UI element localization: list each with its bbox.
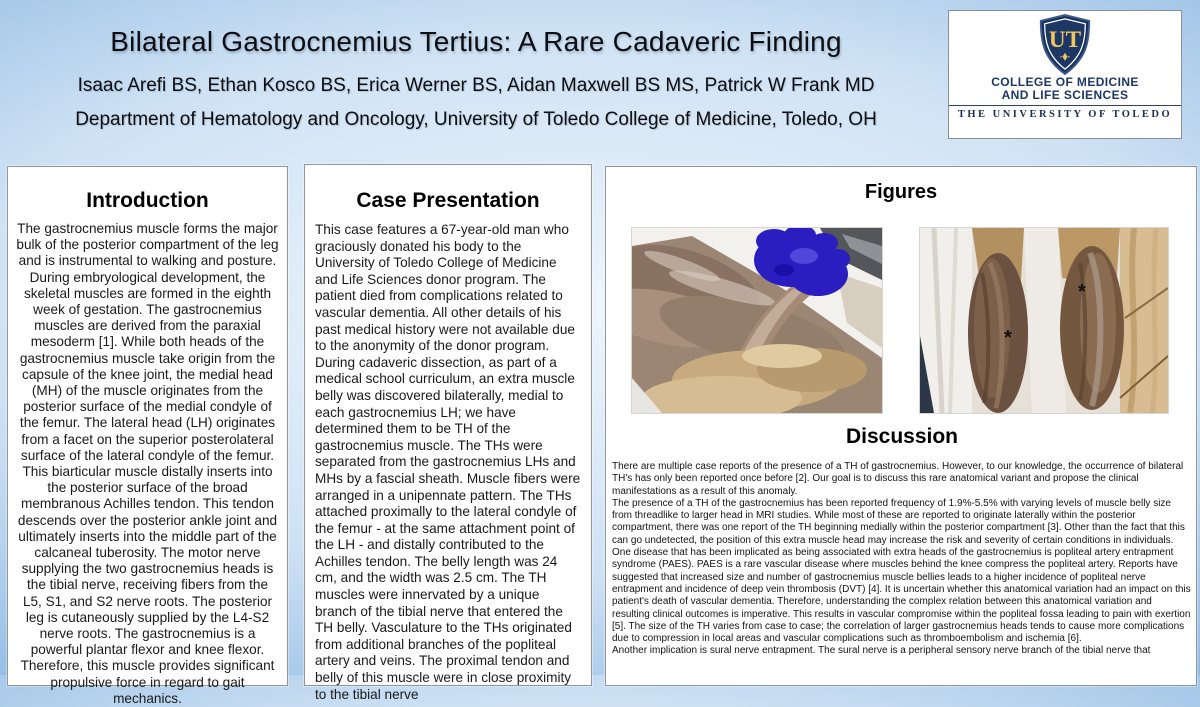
discussion-paragraph: The presence of a TH of the gastrocnemius has been reported frequency of 1.9%-5.5% with varying levels of muscle belly size from threadlike to larger head in MRI studies. While most of these are reported to originate laterally within the posterior compartment, there was one report of the TH beginning medially within the posterior compartment [3]. Other than the fact that this can go undetected, the position of this extra muscle head may increase the risk and severity of certain conditions in individuals. One disease that has been implicated as being associated with extra heads of the gastrocnemius is popliteal artery entrapment syndrome (PAES). PAES is a rare vascular disease where muscles behind the knee compress the popliteal artery. Reports have suggested that increased size and number of gastrocnemius muscle bellies leads to a higher incidence of popliteal nerve entrapment and incidence of deep vein thrombosis (DVT) [4]. It is uncertain whether this anatomical variation had an impact on this patient's death of vascular dementia. Therefore, understanding the complex relation between this anatomical variation and resulting clinical outcomes is imperative. This results in vascular compromise within the popliteal fossa leading to pain with exertion [5]. The size of the TH varies from case to case; the correlation of larger gastrocnemius heads tends to cause more complications due to compression in local areas and vascular complications such as thromboembolism and ischemia [6]. [612,497,1191,645]
ut-monogram: UT [1048,26,1082,53]
case-presentation-body: This case features a 67-year-old man who graciously donated his body to the University of Toledo College of Medicine and Life Sciences donor program. The patient died from complications related to vascular dementia. All other details of his past medical history were not available due to the anonymity of the donor program. During cadaveric dissection, as part of a medical school curriculum, an extra muscle belly was discovered bilaterally, medial to each gastrocnemius LH; we have determined them to be TH of the gastrocnemius muscle. The THs were separated from the gastrocnemius LHs and MHs by a fascial sheath. Muscle fibers were arranged in a unipennate pattern. The THs attached proximally to the lateral condyle of the femur - at the same attachment point of the LH - and distally contributed to the Achilles tendon. The belly length was 24 cm, and the width was 2.5 cm. The TH muscles were innervated by a unique branch of the tibial nerve that entered the TH belly. Vasculature to the THs originated from additional branches of the popliteal artery and veins. The proximal tendon and belly of this muscle were in close proximity to the tibial nerve [315,222,581,702]
poster-title: Bilateral Gastrocnemius Tertius: A Rare Cadaveric Finding [110,26,842,57]
section-figures [605,166,1197,686]
figures-heading: Figures [864,181,938,203]
discussion-heading: Discussion [845,425,959,448]
asterisk-marker-left: * [1004,327,1012,349]
discussion-paragraph: There are multiple case reports of the presence of a TH of gastrocnemius. However, to our knowledge, the occurrence of bilateral TH's has only been reported once before [2]. Our goal is to discuss this rare anatomical variant and propose the clinical manifestations as a result of this anomaly. [612,461,1184,497]
asterisk-marker-right: * [1078,281,1086,303]
logo-divider [949,105,1181,106]
logo-line-college: COLLEGE OF MEDICINE [991,75,1139,89]
poster-affiliation: Department of Hematology and Oncology, University of Toledo College of Medicine, Toledo, OH [75,109,877,130]
poster-header [0,0,952,131]
logo-line-sciences: AND LIFE SCIENCES [1001,88,1129,102]
discussion-body [612,461,1192,658]
figure-photo-bilateral-muscles [919,227,1169,414]
university-logo [948,10,1182,139]
case-presentation-heading: Case Presentation [356,189,540,212]
section-case-presentation [304,164,592,702]
discussion-paragraph: Another implication is sural nerve entrapment. The sural nerve is a peripheral sensory nerve branch of the tibial nerve that [612,645,1151,657]
poster-authors: Isaac Arefi BS, Ethan Kosco BS, Erica Werner BS, Aidan Maxwell BS MS, Patrick W Frank MD [77,75,875,96]
figure-photo-dissection-glove [631,227,883,414]
introduction-body: The gastrocnemius muscle forms the major bulk of the posterior compartment of the leg and is instrumental to walking and posture. During embryological development, the skeletal muscles are formed in the eighth week of gestation. The gastrocnemius muscles are derived from the paraxial mesoderm [1]. While both heads of the gastrocnemius muscle take origin from the capsule of the knee joint, the medial head (MH) of the muscle originates from the posterior surface of the medial condyle of the femur. The lateral head (LH) originates from a facet on the superior posterolateral surface of the lateral condyle of the femur. This biarticular muscle distally inserts into the posterior surface of the broad membranous Achilles tendon. This tendon descends over the posterior ankle joint and ultimately inserts into the middle part of the calcaneal tuberosity. The motor nerve supplying the two gastrocnemius heads is the tibial nerve, receiving fibers from the L5, S1, and S2 nerve roots. The posterior leg is cutaneously supplied by the L4-S2 nerve roots. The gastrocnemius is a powerful plantar flexor and knee flexor. Therefore, this muscle provides significant propulsive force in regard to gait mechanics. [16,221,279,706]
introduction-heading: Introduction [86,189,209,212]
section-introduction [7,166,288,706]
logo-line-university: THE UNIVERSITY OF TOLEDO [957,109,1173,120]
ut-shield-icon [1036,14,1094,76]
